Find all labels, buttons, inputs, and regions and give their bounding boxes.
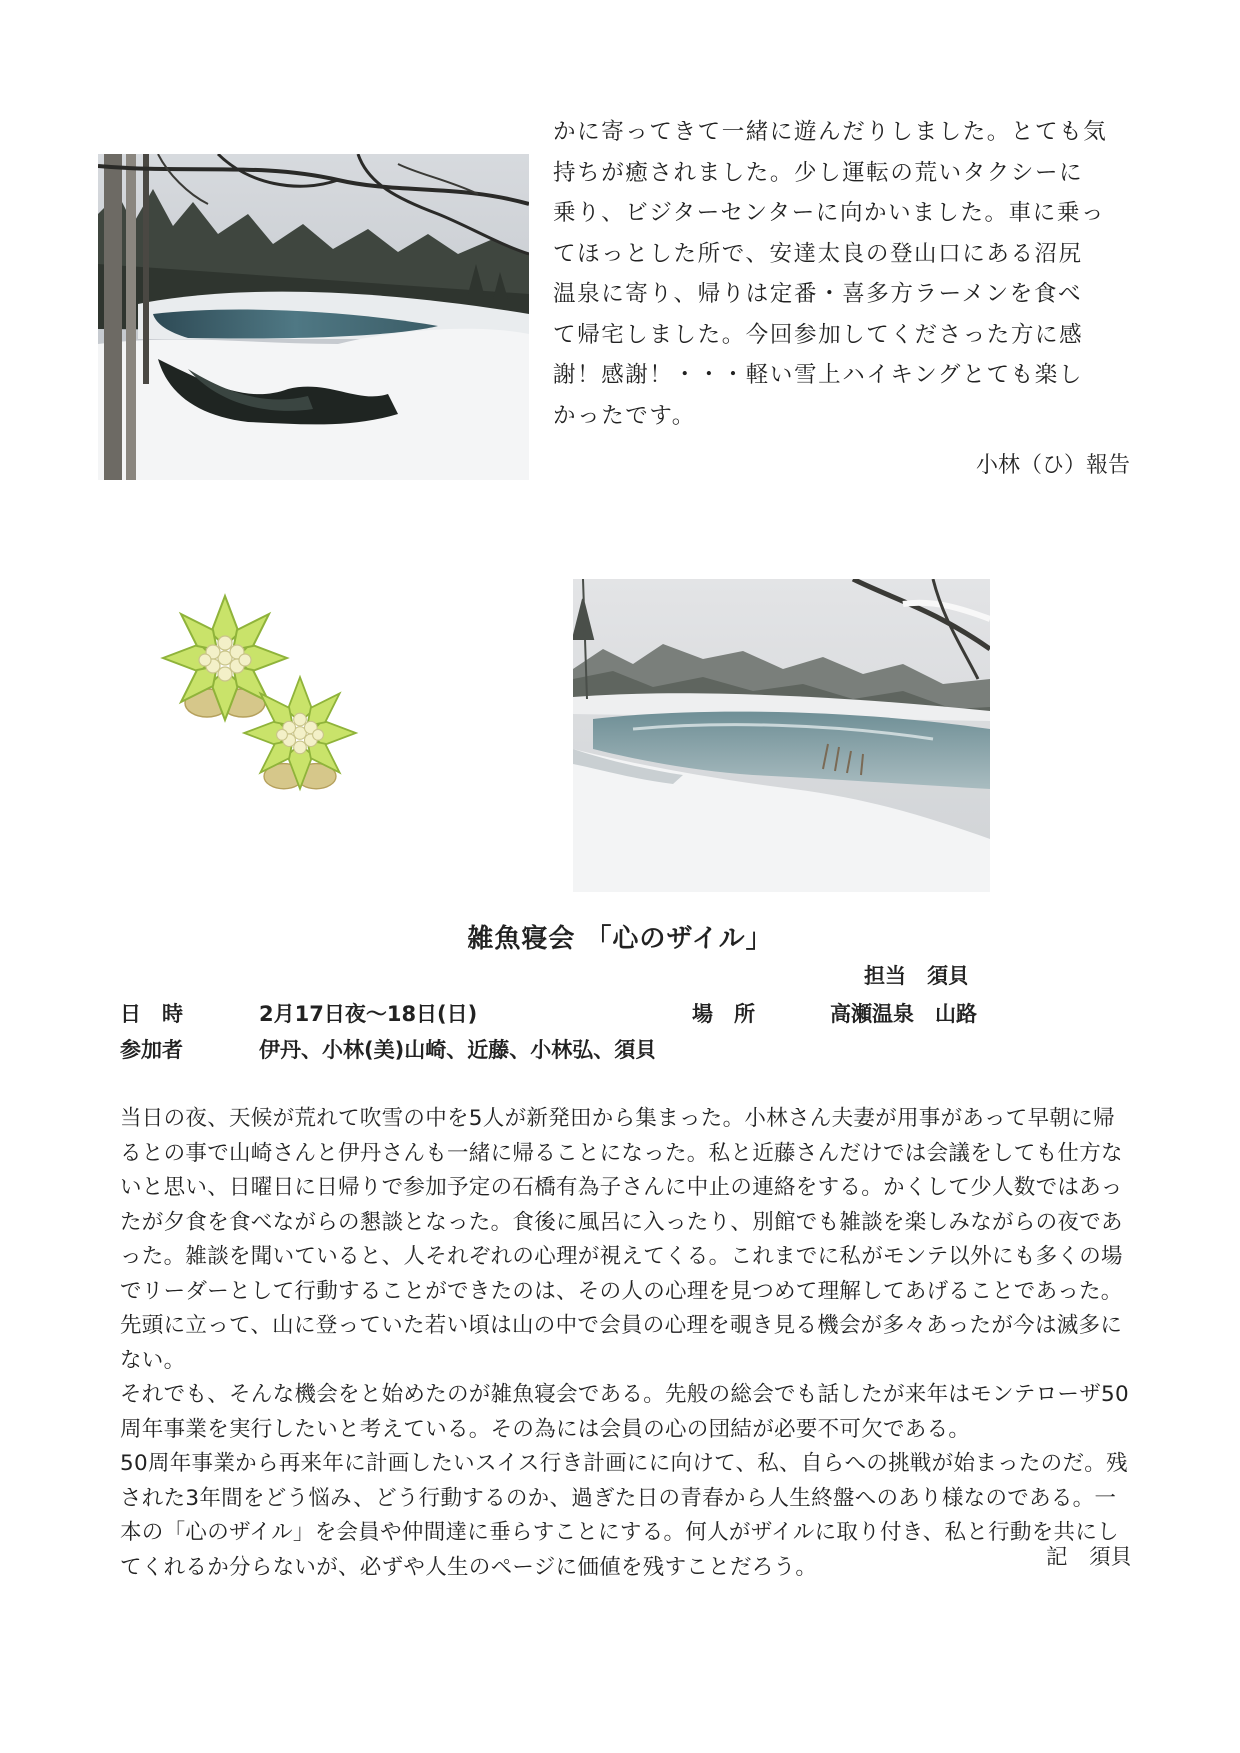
frozen-lake-photo	[573, 579, 990, 892]
place-label: 場 所	[692, 1002, 755, 1026]
top-line: かに寄ってきて一緒に遊んだりしました。とても気	[553, 119, 1108, 145]
members-value: 伊丹、小林(美)山崎、近藤、小林弘、須貝	[259, 1038, 657, 1062]
place-value: 高瀬温泉 山路	[830, 1002, 977, 1026]
top-line: てほっとした所で、安達太良の登山口にある沼尻	[553, 240, 1083, 267]
members-label: 参加者	[120, 1038, 183, 1062]
top-line: 謝！感謝！・・・軽い雪上ハイキングとても楽し	[553, 362, 1083, 388]
date-label: 日 時	[120, 1002, 183, 1026]
event-report-body	[120, 1102, 1132, 1585]
top-line: 持ちが癒されました。少し運転の荒いタクシーに	[553, 159, 1084, 186]
body-paragraph: それでも、そんな機会をと始めたのが雑魚寝会である。先般の総会でも話したが来年はモンテローザ50周年事業を実行したいと考えている。その為には会員の心の団結が必要不可欠である。	[120, 1382, 1129, 1442]
top-reporter: 小林（ひ）報告	[975, 453, 1130, 478]
date-value: 2月17日夜〜18日(日)	[259, 1002, 478, 1026]
signature: 記 須貝	[1045, 1545, 1132, 1570]
top-report-text	[553, 112, 1133, 436]
event-organizer: 担当 須貝	[864, 964, 969, 988]
body-paragraph: 50周年事業から再来年に計画したいスイス行き計画にに向けて、私、自らへの挑戦が始まったのだ。残された3年間をどう悩み、どう行動するのか、過ぎた日の青春から人生終盤へのあり様なのである。一本の「心のザイル」を会員や仲間達に垂らすことにする。何人がザイルに取り付き、私と行動を共にしてくれるか分らないが、必ずや人生のページに価値を残すことだろう。	[120, 1451, 1128, 1580]
snowy-pond-photo	[98, 154, 529, 480]
top-line: 乗り、ビジターセンターに向かいました。車に乗っ	[553, 200, 1106, 226]
flower-illustration	[150, 583, 380, 813]
top-line: て帰宅しました。今回参加してくださった方に感	[553, 321, 1084, 348]
event-title: 雑魚寝会 「心のザイル」	[467, 924, 773, 954]
body-paragraph: 当日の夜、天候が荒れて吹雪の中を5人が新発田から集まった。小林さん夫妻が用事があって早朝に帰るとの事で山崎さんと伊丹さんも一緒に帰ることになった。私と近藤さんだけでは会議をしても仕方ないと思い、日曜日に日帰りで参加予定の石橋有為子さんに中止の連絡をする。かくして少人数ではあったが夕食を食べながらの懇談となった。食後に風呂に入ったり、別館でも雑談を楽しみながらの夜であった。雑談を聞いていると、人それぞれの心理が視えてくる。これまでに私がモンテ以外にも多くの場でリーダーとして行動することができたのは、その人の心理を見つめて理解してあげることであった。先頭に立って、山に登っていた若い頃は山の中で会員の心理を覗き見る機会が多々あったが今は滅多にない。	[120, 1106, 1123, 1373]
top-line: 温泉に寄り、帰りは定番・喜多方ラーメンを食べ	[553, 281, 1083, 307]
top-line: かったです。	[553, 402, 696, 429]
